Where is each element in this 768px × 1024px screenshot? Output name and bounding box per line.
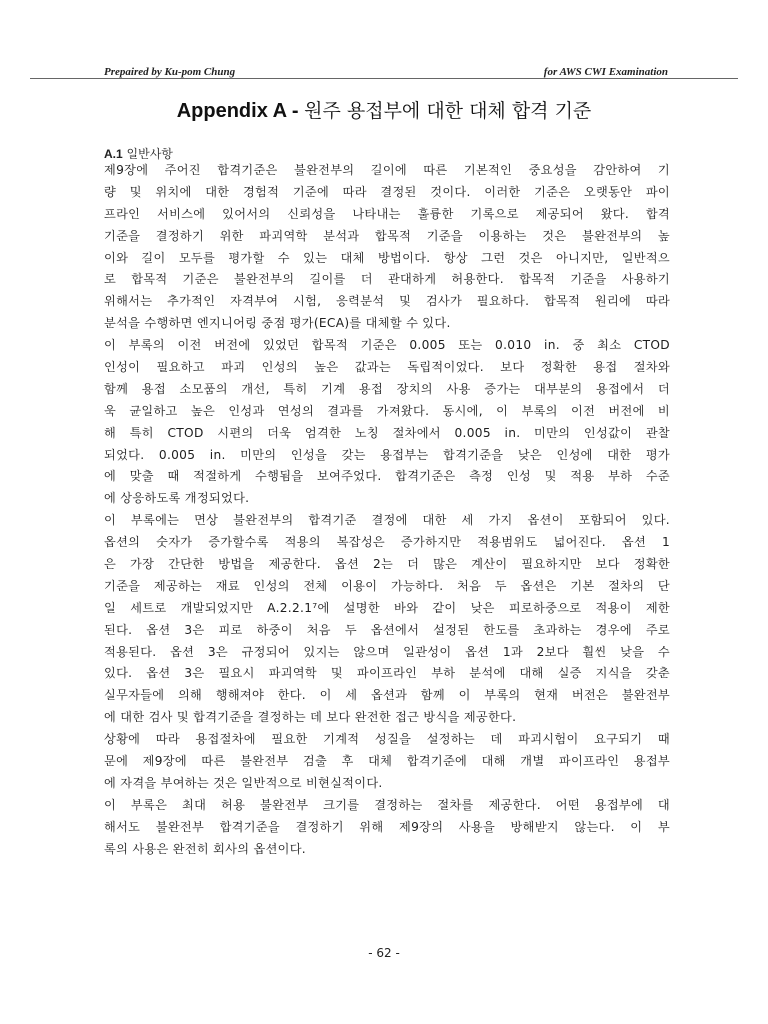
paragraph-line: 적용된다. 옵션 3은 규정되어 있지는 않으며 일관성이 옵션 1과 2보다 훨씬 낮을 수 [104, 644, 670, 659]
page-title [0, 96, 768, 123]
paragraph-line: 에 자격을 부여하는 것은 일반적으로 비현실적이다. [104, 775, 383, 790]
page-number: - 62 - [368, 946, 400, 960]
section-label: 일반사항 [126, 147, 173, 161]
paragraph-line: 에 맞출 때 적절하게 수행됨을 보여주었다. 합격기준은 측정 인성 및 적용 부하 수준 [104, 469, 670, 484]
paragraph-line: 에 대한 검사 및 합격기준을 결정하는 데 보다 완전한 접근 방식을 제공한다. [104, 710, 517, 725]
paragraph-line: 이 부록은 최대 허용 불완전부 크기를 결정하는 절차를 제공한다. 어떤 용접부에 대 [104, 797, 670, 812]
paragraph-line: 량 및 위치에 대한 경험적 기준에 따라 결정된 것이다. 이러한 기준은 오랫동안 파이 [104, 184, 670, 199]
paragraph-line: 해서도 불완전부 합격기준을 결정하기 위해 제9장의 사용을 방해받지 않는다. 이 부 [104, 819, 670, 834]
paragraph-line: 에 상응하도록 개정되었다. [104, 491, 250, 506]
paragraph-line: 이 부록에는 면상 불완전부의 합격기준 결정에 대한 세 가지 옵션이 포함되어 있다. [104, 513, 670, 528]
paragraph-line: 프라인 서비스에 있어서의 신뢰성을 나타내는 훌륭한 기록으로 제공되어 왔다. 합격 [104, 206, 670, 221]
paragraph-line: 로 합목적 기준은 불완전부의 길이를 더 관대하게 허용한다. 합목적 기준을 사용하기 [104, 272, 670, 287]
body-text [104, 160, 670, 861]
paragraph-line: 함께 용접 소모품의 개선, 특히 기계 용접 장치의 사용 증가는 대부분의 용접에서 더 [104, 381, 670, 396]
paragraph-line: 인성이 필요하고 파괴 인성의 높은 값과는 독립적이었다. 보다 정확한 용접 절차와 [104, 360, 670, 375]
section-number: A.1 [104, 147, 123, 161]
header-rule [30, 78, 738, 79]
paragraph-line: 제9장에 주어진 합격기준은 불완전부의 길이에 따른 기본적인 중요성을 감안하여 기 [104, 163, 670, 177]
title-english: Appendix A - [176, 100, 305, 122]
paragraph-line: 실무자들에 의해 행해져야 한다. 이 세 옵션과 함께 이 부록의 현재 버전은 불완전부 [104, 688, 670, 703]
paragraph-line: 해 특히 CTOD 시편의 더욱 엄격한 노칭 절차에서 0.005 in. 미만의 인성값이 관찰 [104, 425, 670, 440]
running-header [104, 64, 668, 82]
paragraph-line: 문에 제9장에 따른 불완전부 검출 후 대체 합격기준에 대해 개별 파이프라인 용접부 [104, 754, 670, 769]
paragraph-line: 있다. 옵션 3은 필요시 파괴역학 및 파이프라인 부하 분석에 대해 실증 지식을 갖춘 [104, 666, 670, 681]
paragraph-line: 이와 길이 모두를 평가할 수 있는 대체 방법이다. 항상 그런 것은 아니지만, 일반적으 [104, 250, 670, 265]
paragraph-line: 록의 사용은 완전히 회사의 옵션이다. [104, 841, 306, 856]
paragraph-line: 된다. 옵션 3은 피로 하중이 처음 두 옵션에서 설정된 한도를 초과하는 경우에 주로 [104, 622, 670, 637]
paragraph-line: 은 가장 간단한 방법을 제공한다. 옵션 2는 더 많은 계산이 필요하지만 보다 정확한 [104, 557, 670, 572]
paragraph-line: 기준을 제공하는 재료 인성의 전체 이용이 가능하다. 처음 두 옵션은 기본 절차의 단 [104, 578, 670, 593]
header-author: Prepaired by Ku-pom Chung [104, 66, 236, 78]
paragraph-line: 이 부록의 이전 버전에 있었던 합목적 기준은 0.005 또는 0.010 in. 중 최소 CTOD [104, 338, 670, 353]
paragraph-line: 기준을 결정하기 위한 파괴역학 분석과 합목적 기준을 이용하는 것은 불완전부의 높 [104, 228, 670, 243]
paragraph-line: 욱 균일하고 높은 인성과 연성의 결과를 가져왔다. 동시에, 이 부록의 이전 버전에 비 [104, 403, 670, 418]
header-exam: for AWS CWI Examination [543, 66, 668, 78]
paragraph-line: 상황에 따라 용접절차에 필요한 기계적 성질을 설정하는 데 파괴시험이 요구되기 때 [104, 732, 670, 747]
title-korean: 원주 용접부에 대한 대체 합격 기준 [304, 100, 592, 122]
paragraph-line: 분석을 수행하면 엔지니어링 중점 평가(ECA)를 대체할 수 있다. [104, 316, 451, 331]
paragraph-line: 일 세트로 개발되었지만 A.2.2.1⁷에 설명한 바와 같이 낮은 피로하중으로 적용이 제한 [104, 600, 670, 615]
paragraph-line: 되었다. 0.005 in. 미만의 인성을 갖는 용접부는 합격기준을 낮은 인성에 대한 평가 [104, 447, 670, 462]
paragraph-line: 위해서는 추가적인 자격부여 시험, 응력분석 및 검사가 필요하다. 합목적 원리에 따라 [104, 294, 670, 309]
paragraph-line: 옵션의 숫자가 증가할수록 적용의 복잡성은 증가하지만 적용범위도 넓어진다. 옵션 1 [104, 535, 670, 550]
